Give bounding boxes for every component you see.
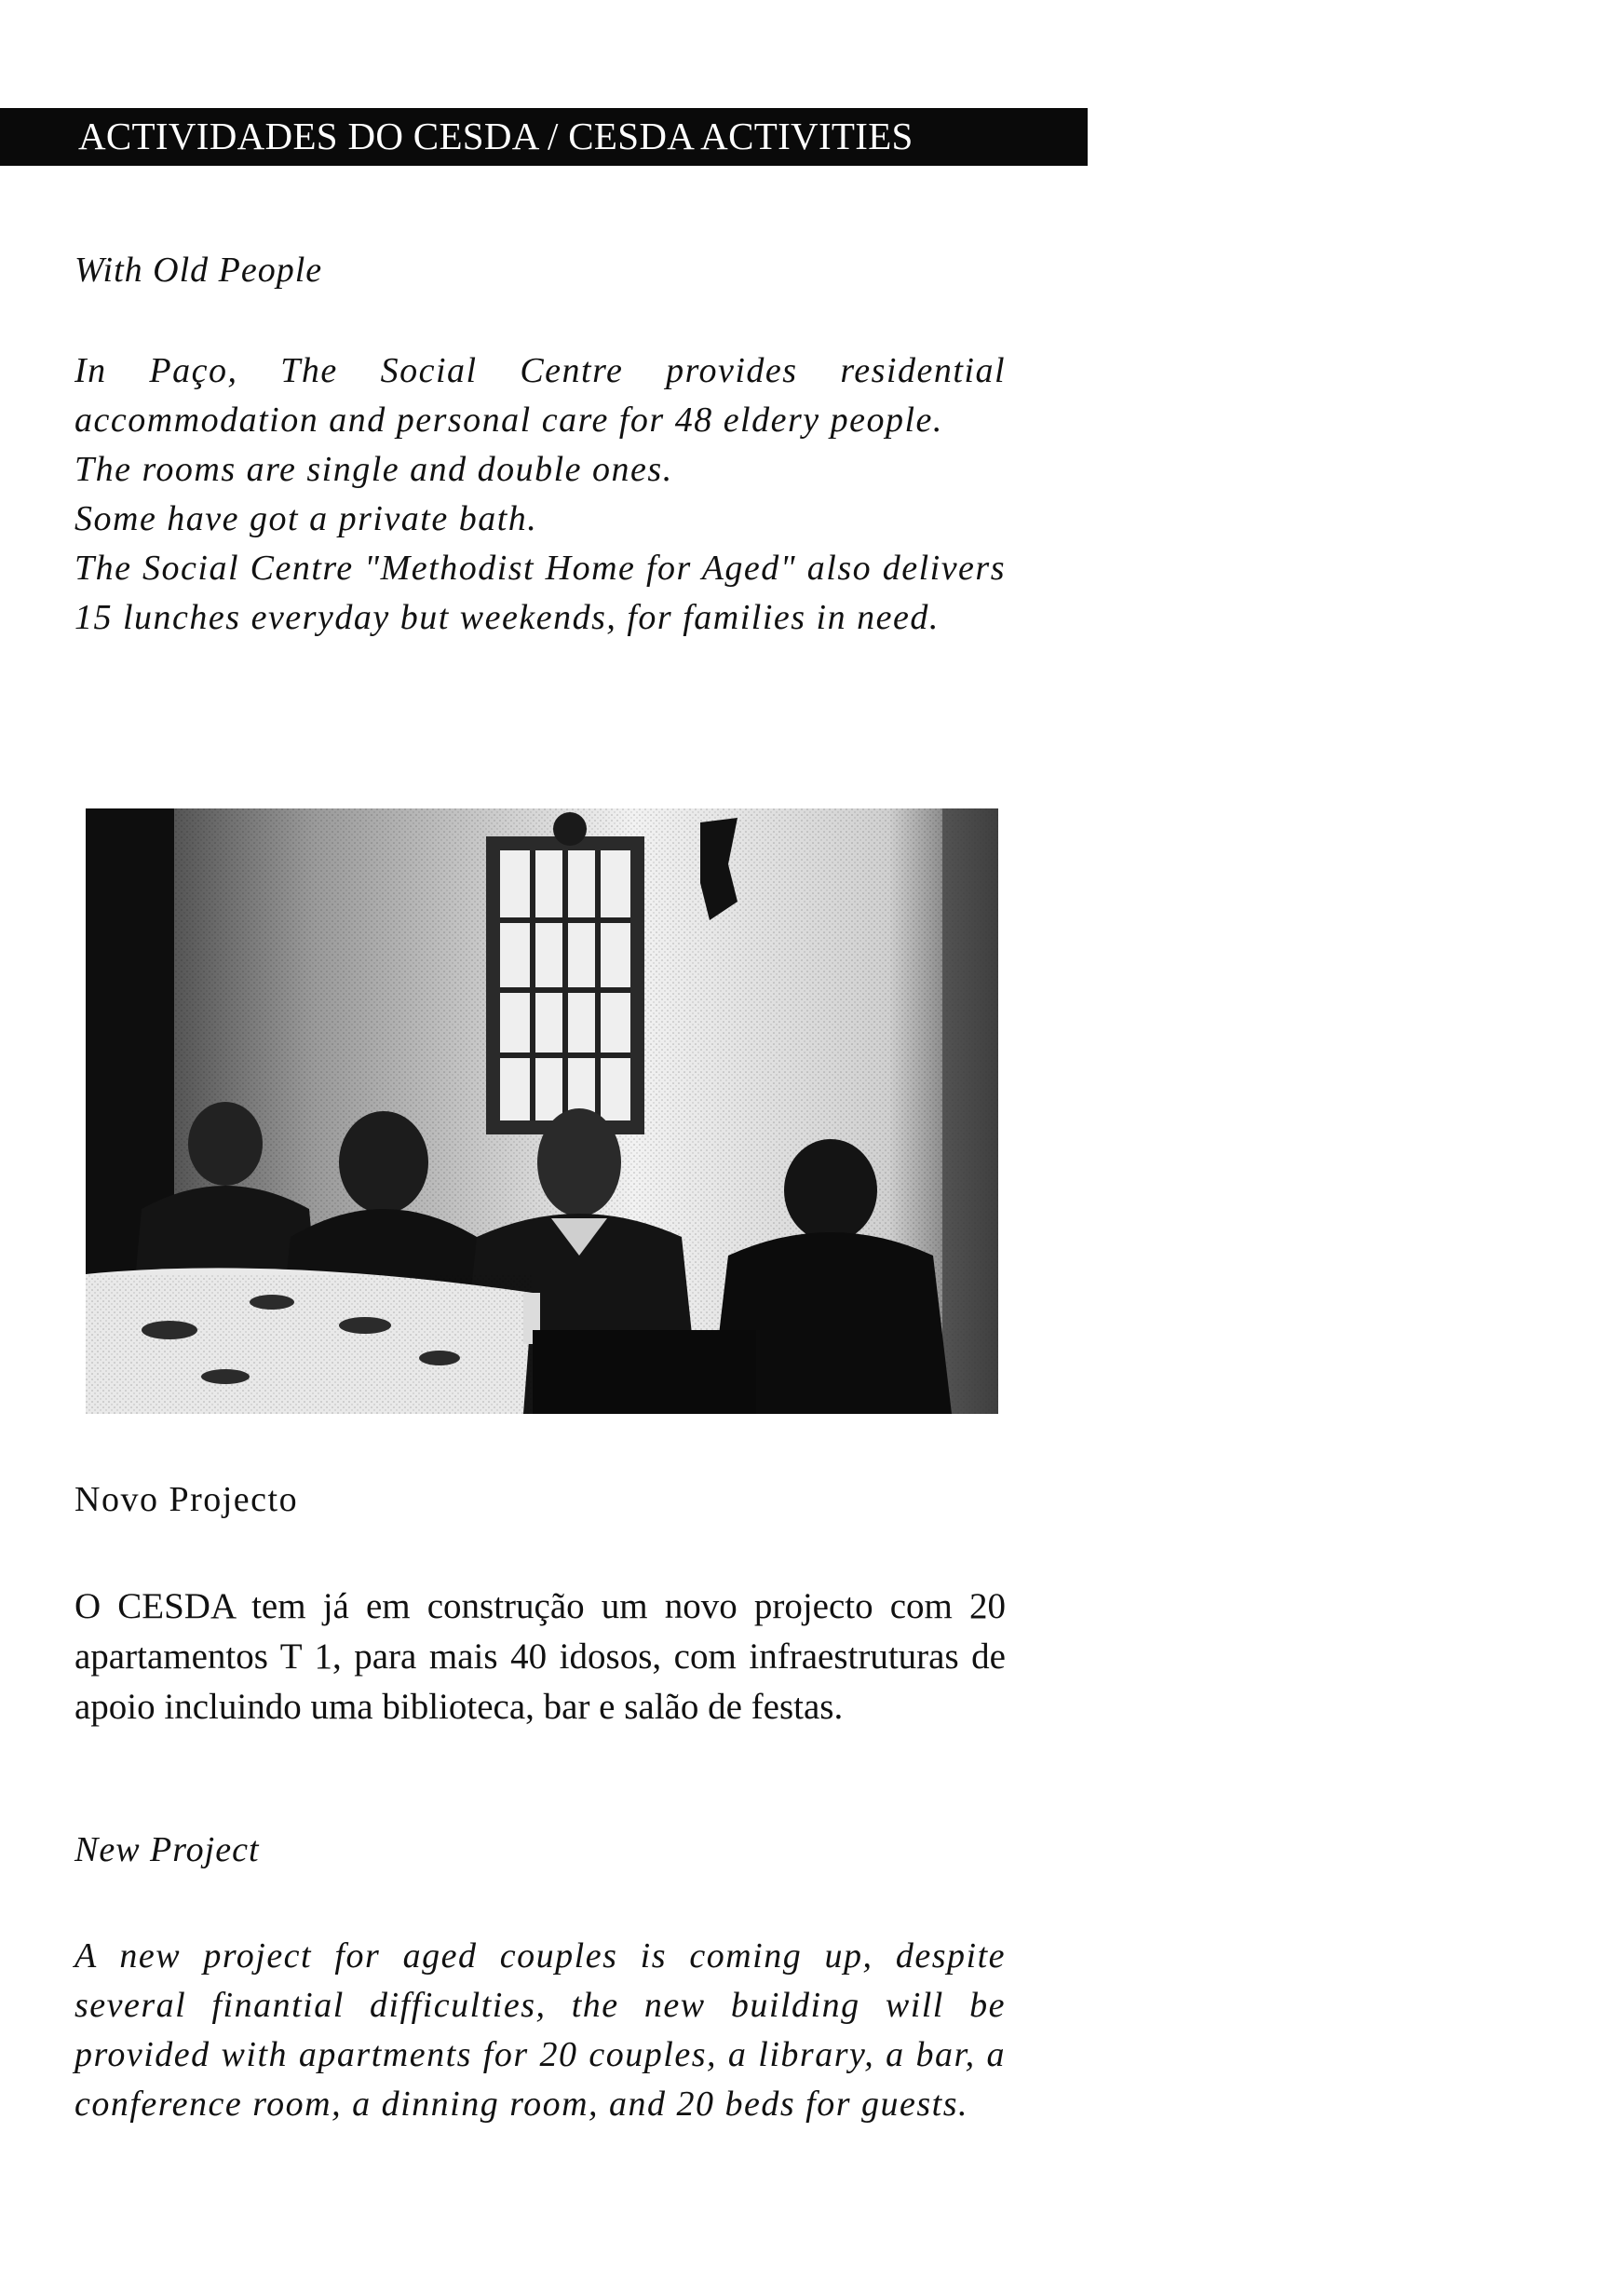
new-project-text: A new project for aged couples is coming up, despite several finantial difficulties, the new building will be provided with apartments for 20 couples, a library, a bar, a conference room, a dinning room, and 20 beds for guests. <box>74 1936 1006 2124</box>
old-people-paragraphs <box>74 346 1006 643</box>
old-people-line: In Paço, The Social Centre provides residential accommodation and personal care for 48 eldery people. <box>74 351 1006 440</box>
section-header-bar <box>0 108 1088 166</box>
old-people-line: The rooms are single and double ones. <box>74 450 673 489</box>
page-title: ACTIVIDADES DO CESDA / CESDA ACTIVITIES <box>78 115 914 157</box>
photo-elderly-dining-icon <box>86 808 998 1414</box>
old-people-line: The Social Centre "Methodist Home for Aged" also delivers 15 lunches everyday but weekends, for families in need. <box>74 549 1006 637</box>
new-project-paragraph <box>74 1932 1006 2129</box>
section-heading-novo-projecto: Novo Projecto <box>74 1480 299 1519</box>
novo-projecto-paragraph: O CESDA tem já em construção um novo projecto com 20 apartamentos T 1, para mais 40 idosos, com infraestruturas de apoio incluindo uma biblioteca, bar e salão de festas. <box>74 1586 1006 1727</box>
photo-elderly-dining <box>86 808 998 1414</box>
section-heading-old-people: With Old People <box>74 251 323 290</box>
section-heading-new-project: New Project <box>74 1830 260 1869</box>
old-people-line: Some have got a private bath. <box>74 499 538 538</box>
